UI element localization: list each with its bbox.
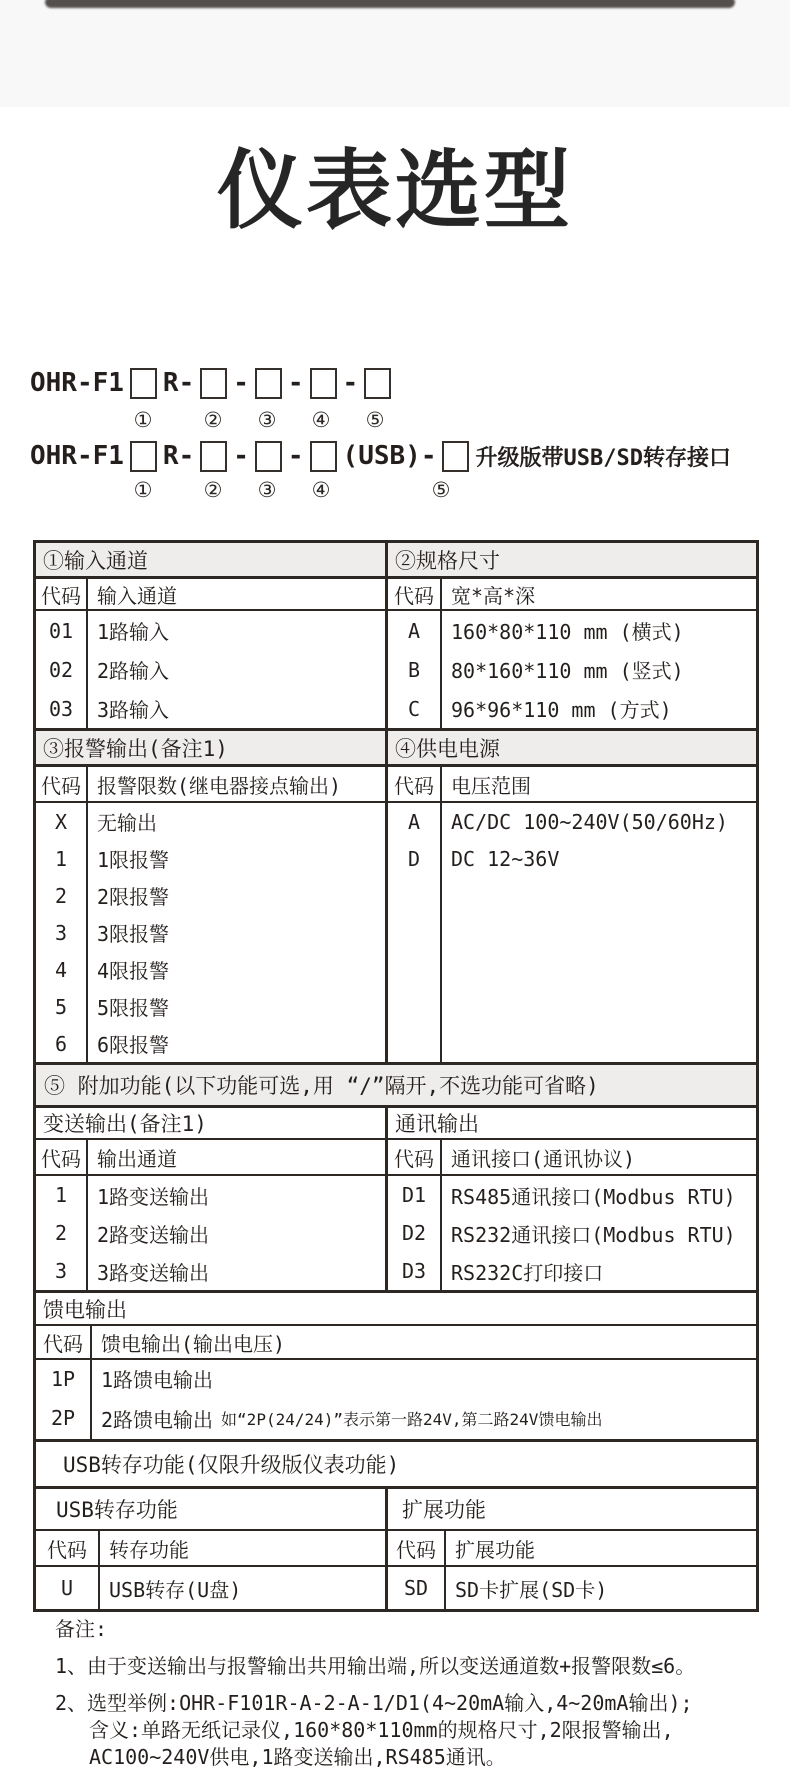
note-item-2: 2、选型举例:OHR-F101R-A-2-A-1/D1(4~20mA输入,4~20mA输出); [55,1691,693,1715]
desc-cell: 96*96*110 mm (方式) [451,698,672,722]
band-additional-functions [36,1065,756,1108]
code-cell: A [388,611,442,650]
model-code-box [130,441,157,472]
top-divider-bar [45,0,735,8]
note-item-2-cont: 含义:单路无纸记录仪,160*80*110mm的规格尺寸,2限报警输出, [89,1718,674,1742]
table-row [36,1214,385,1252]
desc-main: 2路馈电输出 [101,1407,214,1432]
code-cell: 5 [36,988,88,1025]
model-prefix: OHR-F1 [30,368,124,398]
marker-5: ⑤ [365,408,385,432]
code-column-header: 代码 [388,1140,442,1174]
band-transmit-comm [36,1108,756,1293]
rows-area [388,1567,756,1609]
code-cell: 1 [36,840,88,877]
desc-cell: 1路馈电输出 [101,1368,214,1392]
desc-cell: RS485通讯接口(Modbus RTU) [451,1184,736,1209]
table-row [36,914,385,951]
desc-cell: RS232C打印接口 [451,1260,604,1285]
section-transmit-output [36,1108,388,1290]
column-header-row [36,1326,756,1360]
column-header-row [36,1140,385,1176]
code-cell: SD [388,1567,446,1609]
model-separator: - [287,368,304,398]
code-cell: 01 [36,611,88,650]
desc-cell: 160*80*110 mm (横式) [451,620,684,644]
model-separator: - [233,441,249,471]
table-row [36,1360,756,1397]
marker-2: ② [203,478,223,502]
rows-area [36,803,385,1062]
model-code-box [310,368,337,399]
marker-5: ⑤ [431,478,451,502]
band-feed-output [36,1293,756,1442]
code-cell: 3 [36,914,88,951]
band-usb-ext [36,1489,756,1609]
desc-column-header: 宽*高*深 [451,583,536,608]
table-row [388,1176,756,1214]
code-cell: 3 [36,1252,88,1290]
subsection-header-usb: USB转存功能 [36,1489,385,1531]
model-code-box [130,368,157,399]
marker-2: ② [203,408,223,432]
rows-area [388,1176,756,1290]
table-row [36,988,385,1025]
code-column-header: 代码 [36,1531,100,1565]
marker-1: ① [133,478,153,502]
code-cell: 03 [36,689,88,728]
code-cell: 4 [36,951,88,988]
model-separator-usb: (USB)- [342,441,437,471]
code-column-header: 代码 [36,1326,92,1358]
band-alarm-power [36,731,756,1065]
code-cell: X [36,803,88,840]
model-code-box [442,441,469,472]
column-header-row [388,1531,756,1567]
desc-cell: 6限报警 [97,1033,170,1057]
table-row [388,803,756,840]
usb-banner: USB转存功能(仅限升级版仪表功能) [63,1453,400,1477]
model-separator: R- [162,368,195,398]
desc-note: 如“2P(24/24)”表示第一路24V,第二路24V馈电输出 [221,1409,603,1429]
desc-cell [92,1397,756,1439]
desc-cell: USB转存(U盘) [109,1577,242,1602]
table-row [36,611,385,650]
table-row [388,1214,756,1252]
subsection-header-transmit: 变送输出(备注1) [36,1108,385,1140]
code-column-header: 代码 [388,767,442,801]
table-row [388,650,756,689]
marker-3: ③ [257,478,277,502]
rows-area [36,611,385,728]
table-row [36,1025,385,1062]
section-extension [388,1489,756,1609]
table-row [36,840,385,877]
model-line-basic [30,366,391,400]
model-code-box [364,368,391,399]
desc-cell: RS232通讯接口(Modbus RTU) [451,1222,736,1247]
table-row [388,689,756,728]
code-column-header: 代码 [36,1140,88,1174]
section-header-additional-functions: ⑤ 附加功能(以下功能可选,用 “/”隔开,不选功能可省略) [36,1065,756,1105]
rows-area [388,611,756,728]
subsection-header-feed: 馈电输出 [36,1293,756,1326]
model-code-box [255,368,282,399]
desc-cell: 4限报警 [97,959,170,983]
selection-table [33,540,759,1612]
model-code-box [255,441,282,472]
desc-cell: 无输出 [97,811,157,835]
table-row [36,803,385,840]
column-header-row [388,767,756,803]
desc-cell: 3路变送输出 [97,1260,210,1285]
rows-area [388,803,756,1062]
desc-column-header: 通讯接口(通讯协议) [451,1146,636,1171]
desc-cell: SD卡扩展(SD卡) [455,1577,608,1602]
code-cell: D1 [388,1176,442,1214]
code-cell: 6 [36,1025,88,1062]
note-item-1: 1、由于变送输出与报警输出共用输出端,所以变送通道数+报警限数≤6。 [55,1654,696,1678]
model-spec-diagram [0,366,790,526]
code-cell: D [388,840,442,877]
subsection-header-comm: 通讯输出 [388,1108,756,1140]
code-cell: D2 [388,1214,442,1252]
section-comm-output [388,1108,756,1290]
column-header-row [388,579,756,611]
table-row [36,1567,385,1609]
top-strip [0,0,790,107]
table-row [388,611,756,650]
desc-column-header: 转存功能 [109,1537,189,1562]
model-separator: R- [162,441,195,471]
desc-cell: 2限报警 [97,885,170,909]
code-cell: D3 [388,1252,442,1290]
desc-cell: 3路输入 [97,698,170,722]
model-code-box [310,441,337,472]
section-size [388,543,756,728]
table-row [36,877,385,914]
desc-cell: 5限报警 [97,996,170,1020]
model-prefix: OHR-F1 [30,441,124,471]
section-alarm-output [36,731,388,1062]
code-column-header: 代码 [388,1531,446,1565]
section-header-size: ②规格尺寸 [388,543,756,579]
code-column-header: 代码 [36,767,88,801]
note-item-2-cont: AC100~240V供电,1路变送输出,RS485通讯。 [89,1745,506,1769]
desc-cell: 1路输入 [97,620,170,644]
desc-cell: 1限报警 [97,848,170,872]
code-cell: 02 [36,650,88,689]
code-cell: 2 [36,877,88,914]
page-title: 仪表选型 [217,143,573,239]
code-cell: C [388,689,442,728]
table-row [388,1252,756,1290]
section-header-power-supply: ④供电电源 [388,731,756,767]
desc-cell: AC/DC 100~240V(50/60Hz) [451,809,728,834]
desc-cell: DC 12~36V [451,846,560,871]
notes-title: 备注: [55,1617,108,1641]
code-cell: 1P [36,1360,92,1397]
code-cell: 2 [36,1214,88,1252]
column-header-row [36,1531,385,1567]
desc-column-header: 输入通道 [97,583,177,608]
table-row [36,1397,756,1439]
table-row [388,840,756,877]
section-header-input-channel: ①输入通道 [36,543,385,579]
desc-column-header: 报警限数(继电器接点输出) [97,773,342,798]
code-cell: 1 [36,1176,88,1214]
rows-area [36,1567,385,1609]
code-cell: A [388,803,442,840]
model-usb-suffix-label: 升级版带USB/SD转存接口 [475,445,731,471]
desc-column-header: 电压范围 [451,773,531,798]
code-cell: B [388,650,442,689]
section-input-channel [36,543,388,728]
model-separator: - [342,368,359,398]
desc-column-header: 输出通道 [97,1146,177,1171]
notes-block [55,1616,770,1771]
model-separator: - [287,441,304,471]
marker-3: ③ [257,408,277,432]
empty-cell-filler [388,877,756,1062]
desc-column-header: 扩展功能 [455,1537,535,1562]
subsection-header-extension: 扩展功能 [388,1489,756,1531]
table-row [36,951,385,988]
model-code-box [200,368,227,399]
model-line-usb [30,439,731,473]
desc-cell: 80*160*110 mm (竖式) [451,659,684,683]
section-header-alarm-output: ③报警输出(备注1) [36,731,385,767]
column-header-row [388,1140,756,1176]
marker-1: ① [133,408,153,432]
table-row [36,650,385,689]
marker-4: ④ [311,408,331,432]
table-row [388,1567,756,1609]
desc-cell: 2路输入 [97,659,170,683]
model-code-box [200,441,227,472]
table-row [36,689,385,728]
code-cell: 2P [36,1397,92,1439]
desc-cell: 1路变送输出 [97,1184,210,1209]
column-header-row [36,579,385,611]
model-separator: - [233,368,249,398]
code-column-header: 代码 [36,579,88,609]
band-input-size [36,543,756,731]
section-power-supply [388,731,756,1062]
section-usb-transfer [36,1489,388,1609]
desc-column-header: 馈电输出(输出电压) [101,1331,286,1356]
code-column-header: 代码 [388,579,442,609]
rows-area [36,1176,385,1290]
table-row [36,1176,385,1214]
desc-cell: 2路变送输出 [97,1222,210,1247]
band-usb-banner [36,1442,756,1489]
marker-4: ④ [311,478,331,502]
column-header-row [36,767,385,803]
code-cell: U [36,1567,100,1609]
desc-cell: 3限报警 [97,922,170,946]
table-row [36,1252,385,1290]
